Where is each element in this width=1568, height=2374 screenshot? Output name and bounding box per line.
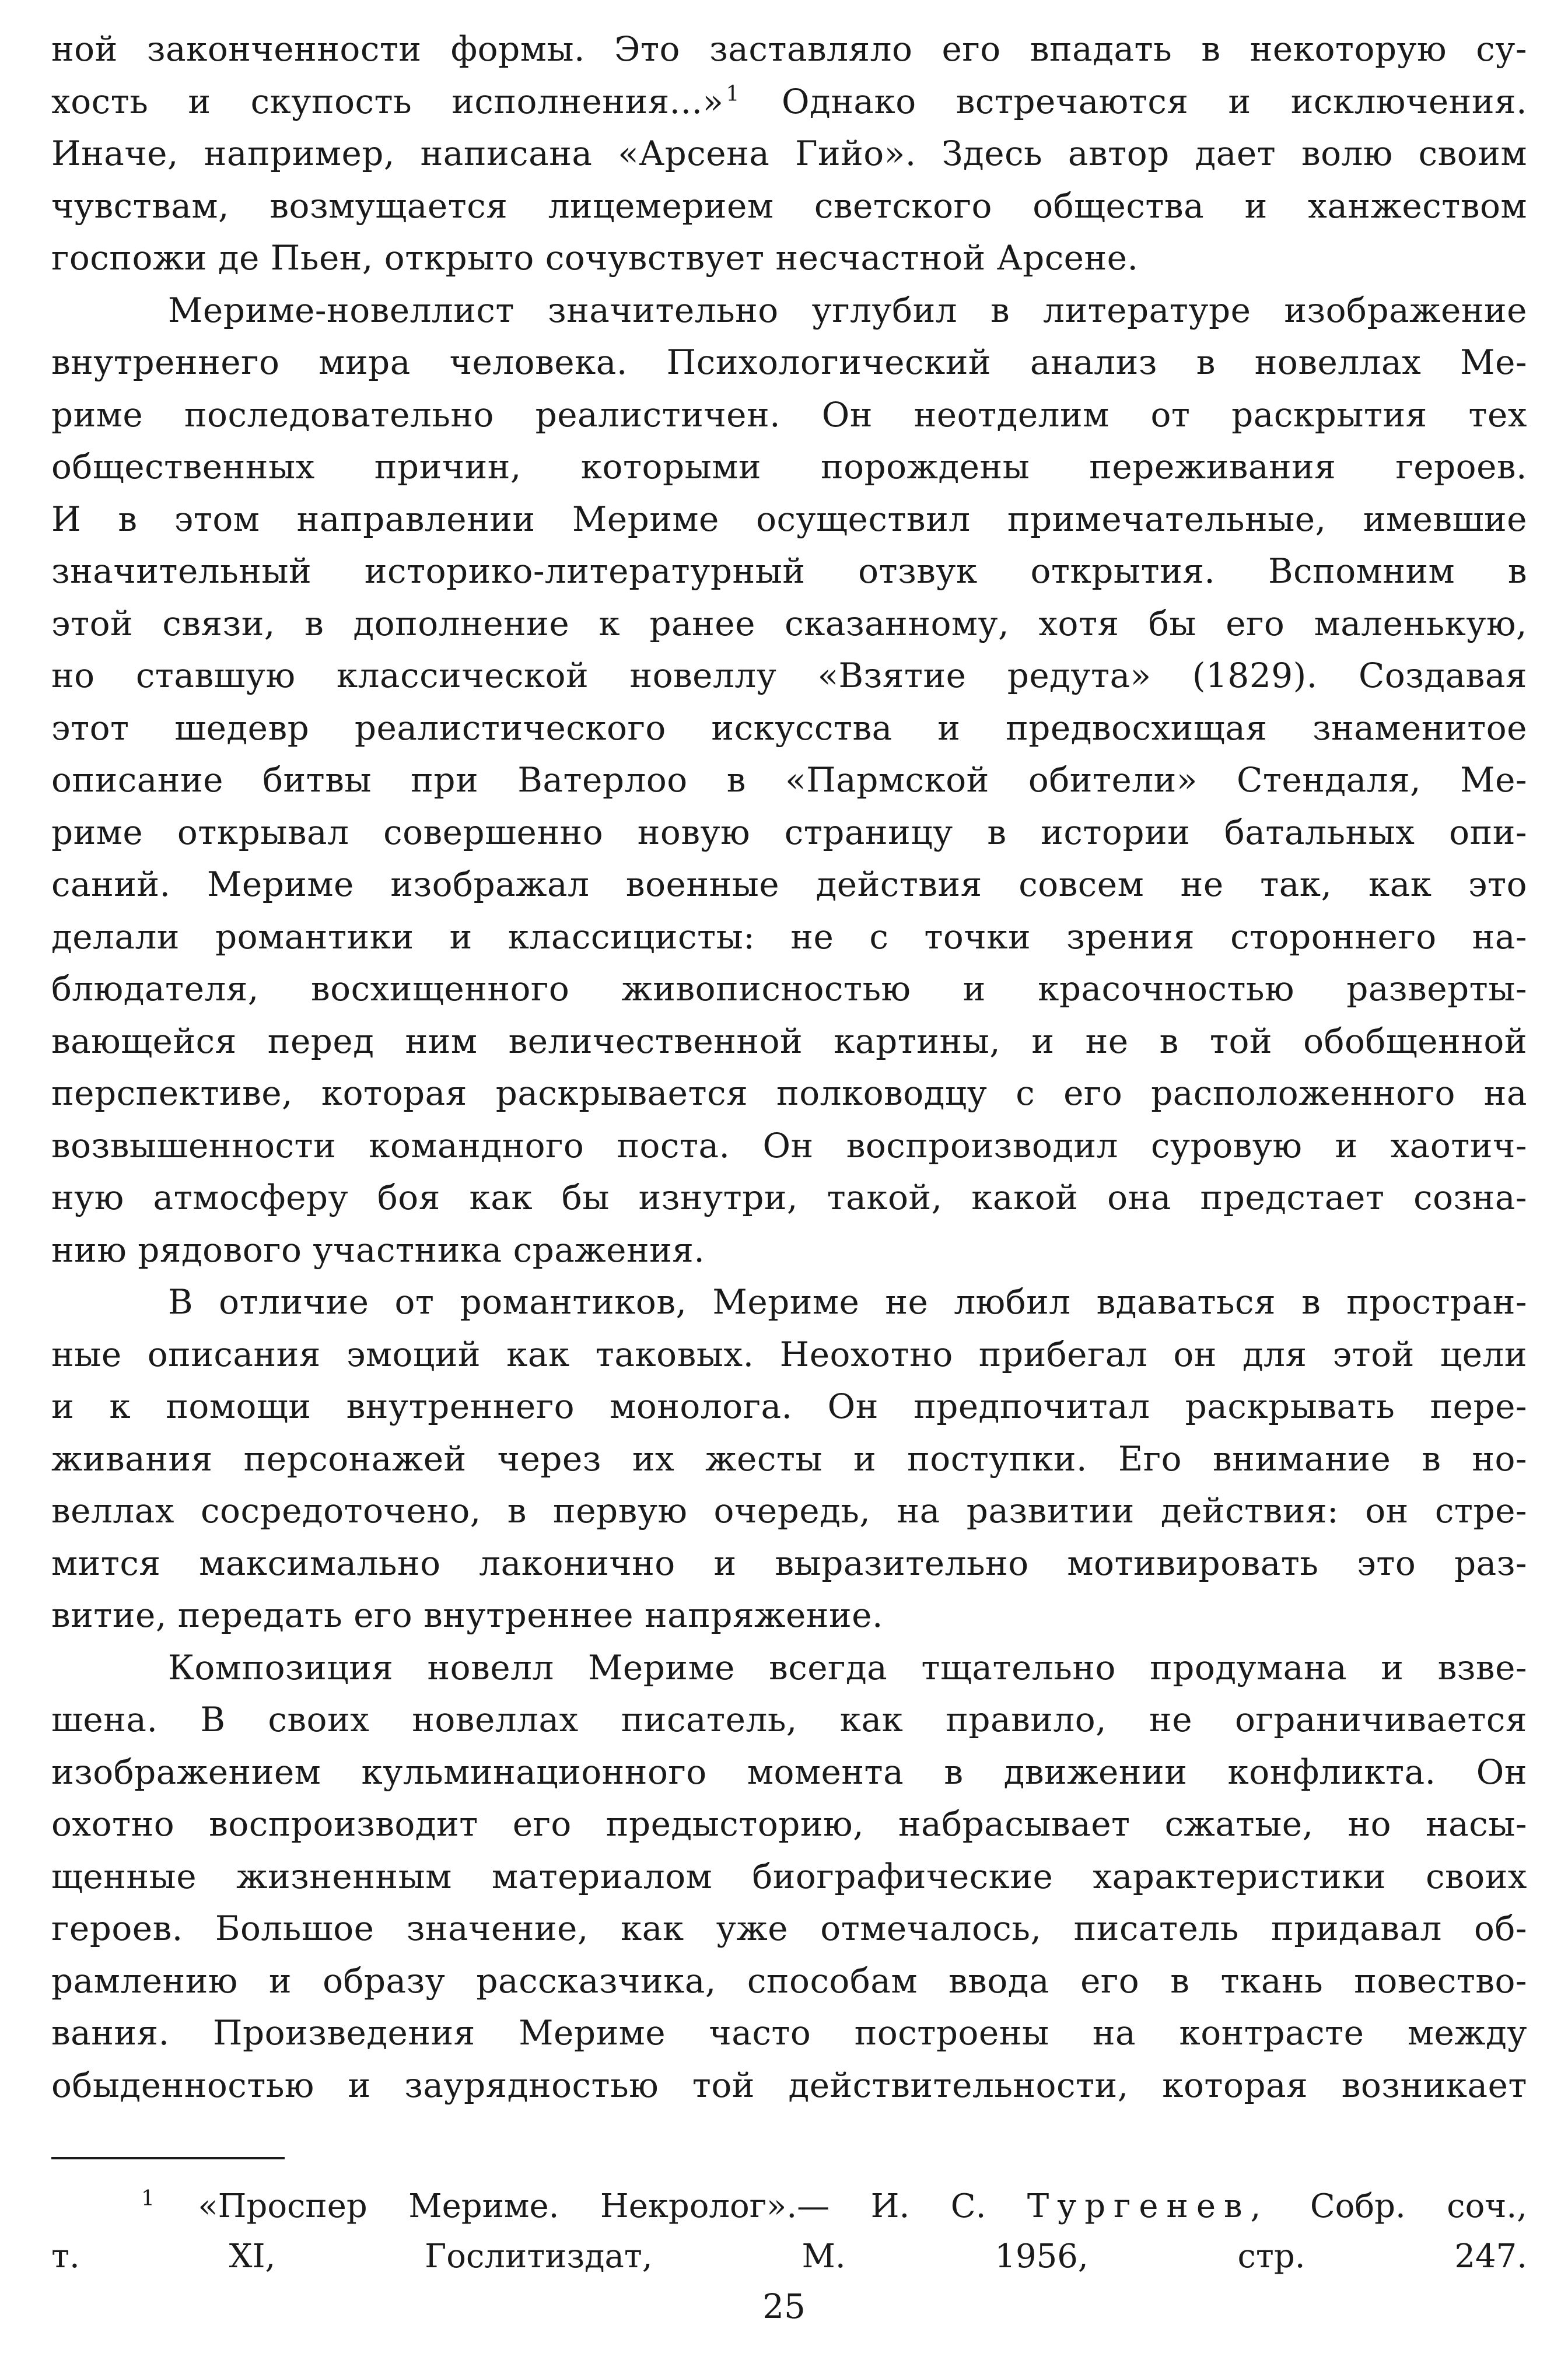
text-line: значительный историко-литературный отзвук открытия. Вспомним в xyxy=(51,551,1527,591)
text-line: общественных причин, которыми порождены переживания героев. xyxy=(51,447,1527,486)
text-line: щенные жизненным материалом биографические характеристики своих xyxy=(51,1856,1527,1896)
text-line: изображением кульминационного момента в движении конфликта. Он xyxy=(51,1752,1527,1792)
text-line: риме последовательно реалистичен. Он неотделим от раскрытия тех xyxy=(51,394,1527,435)
footnote-divider xyxy=(51,2157,285,2159)
text-line: ную атмосферу боя как бы изнутри, такой, какой она предстает созна- xyxy=(51,1178,1527,1217)
text-line: И в этом направлении Мериме осуществил примечательные, имевшие xyxy=(51,499,1527,539)
text-line: описание битвы при Ватерлоо в «Пармской обители» Стендаля, Ме- xyxy=(51,760,1527,800)
text-line: хость и скупость исполнения...» $^1$ Однако встречаются и исключения. xyxy=(51,81,1528,121)
page-body xyxy=(51,23,1527,2112)
text-line: саний. Мериме изображал военные действия совсем не так, как это xyxy=(51,864,1527,904)
footnote-marker: 1 xyxy=(141,2187,155,2211)
text-line: этой связи, в дополнение к ранее сказанному, хотя бы его маленькую, xyxy=(51,603,1527,643)
text-line: рамлению и образу рассказчика, способам ввода его в ткань повество- xyxy=(51,1960,1527,2001)
text-line: нию рядового участника сражения. xyxy=(51,1230,705,1270)
text-line: шена. В своих новеллах писатель, как правило, не ограничивается xyxy=(51,1700,1527,1739)
paragraph-4 xyxy=(51,1642,1527,2112)
text-line: возвышенности командного поста. Он воспроизводил суровую и хаотич- xyxy=(51,1125,1527,1165)
text-line: этот шедевр реалистического искусства и предвосхищая знаменитое xyxy=(51,708,1527,748)
text-line: героев. Большое значение, как уже отмечалось, писатель придавал об- xyxy=(51,1909,1527,1948)
text-line: и к помощи внутреннего монолога. Он предпочитал раскрывать пере- xyxy=(51,1386,1527,1426)
text-line: блюдателя, восхищенного живописностью и красочностью разверты- xyxy=(51,969,1527,1009)
footnote-ref: 1 xyxy=(726,82,740,107)
text-line: обыденностью и заурядностью той действительности, которая возникает xyxy=(51,2065,1527,2105)
text-line: В отличие от романтиков, Мериме не любил вдаваться в простран- xyxy=(168,1282,1527,1322)
paragraph-3 xyxy=(51,1276,1527,1642)
text-line: живания персонажей через их жесты и поступки. Его внимание в но- xyxy=(51,1438,1527,1479)
text-line: вающейся перед ним величественной картины, и не в той обобщенной xyxy=(51,1021,1527,1061)
text-line: но ставшую классической новеллу «Взятие редута» (1829). Создавая xyxy=(51,656,1527,695)
text-line: мится максимально лаконично и выразительно мотивировать это раз- xyxy=(51,1543,1527,1583)
paragraph-1 xyxy=(51,23,1527,285)
text-line: вания. Произведения Мериме часто построены на контрасте между xyxy=(51,2013,1527,2053)
footnote-line: т. XI, Гослитиздат, М. 1956, стр. 247. xyxy=(51,2238,1527,2275)
text-line: Мериме-новеллист значительно углубил в литературе изображение xyxy=(168,290,1527,330)
text-line: витие, передать его внутреннее напряжение. xyxy=(51,1595,883,1635)
text-line: делали романтики и классицисты: не с точки зрения стороннего на- xyxy=(51,916,1527,957)
text-line: чувствам, возмущается лицемерием светского общества и ханжеством xyxy=(51,185,1527,226)
page-number: 25 xyxy=(762,2287,806,2326)
text-line: риме открывал совершенно новую страницу в истории батальных опи- xyxy=(51,812,1527,852)
text-line: ной законченности формы. Это заставляло его впадать в некоторую су- xyxy=(51,29,1527,69)
text-line: ные описания эмоций как таковых. Неохотно прибегал он для этой цели xyxy=(51,1334,1527,1374)
paragraph-2 xyxy=(51,285,1527,1277)
footnote xyxy=(51,2182,1527,2282)
text-line: веллах сосредоточено, в первую очередь, на развитии действия: он стре- xyxy=(51,1491,1527,1531)
text-line: перспективе, которая раскрывается полководцу с его расположенного на xyxy=(51,1073,1527,1113)
text-line: внутреннего мира человека. Психологический анализ в новеллах Ме- xyxy=(51,342,1527,382)
text-line: Иначе, например, написана «Арсена Гийо». Здесь автор дает волю своим xyxy=(51,134,1527,173)
footnote-line: $^1$ «Проспер Мериме. Некролог».— И. С. Тургенев, Собр. соч., xyxy=(51,2182,1527,2232)
text-line: охотно воспроизводит его предысторию, набрасывает сжатые, но насы- xyxy=(51,1804,1527,1844)
text-line: Композиция новелл Мериме всегда тщательно продумана и взве- xyxy=(168,1647,1527,1687)
footnote-author: Тургенев, xyxy=(1027,2187,1269,2225)
text-line: госпожи де Пьен, открыто сочувствует несчастной Арсене. xyxy=(51,238,1139,278)
